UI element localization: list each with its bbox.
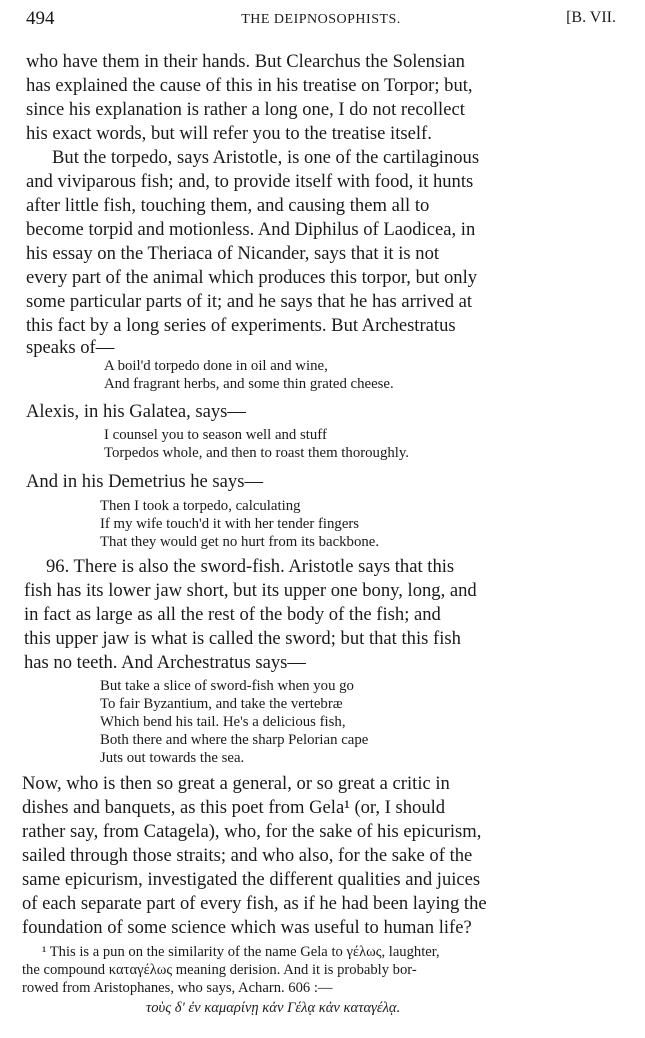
verse-line: That they would get no hurt from its backbone.	[100, 534, 380, 550]
text-line: after little fish, touching them, and causing them all to	[26, 195, 430, 216]
verse-line: But take a slice of sword-fish when you go	[100, 678, 354, 694]
book-reference: [B. VII.	[566, 9, 616, 26]
text-line: dishes and banquets, as this poet from Gela¹ (or, I should	[22, 797, 446, 818]
running-title: THE DEIPNOSOPHISTS.	[241, 12, 401, 27]
text-line: has no teeth. And Archestratus says—	[24, 652, 306, 673]
footnote-line: ¹ This is a pun on the similarity of the name Gela to γέλως, laughter,	[42, 944, 440, 960]
verse-line: Which bend his tail. He's a delicious fish,	[100, 714, 346, 730]
text-line: But the torpedo, says Aristotle, is one of the cartilaginous	[52, 147, 480, 168]
text-line: some particular parts of it; and he says that he has arrived at	[26, 291, 473, 312]
verse-line: A boil'd torpedo done in oil and wine,	[104, 358, 328, 374]
text-line: his essay on the Theriaca of Nicander, says that it is not	[26, 243, 440, 264]
footnote-line: rowed from Aristophanes, who says, Acharn. 606 :—	[22, 980, 333, 996]
text-line: this fact by a long series of experiments. But Archestratus	[26, 315, 456, 336]
running-header	[26, 6, 616, 32]
text-line: fish has its lower jaw short, but its upper one bony, long, and	[24, 580, 477, 601]
text-line: Now, who is then so great a general, or so great a critic in	[22, 773, 450, 794]
text-line: 96. There is also the sword-fish. Aristotle says that this	[46, 556, 455, 577]
text-line: who have them in their hands. But Clearchus the Solensian	[26, 51, 465, 72]
text-line: has explained the cause of this in his treatise on Torpor; but,	[26, 75, 473, 96]
verse-line: Both there and where the sharp Pelorian cape	[100, 732, 369, 748]
text-line: this upper jaw is what is called the sword; but that this fish	[24, 628, 461, 649]
verse-line: And fragrant herbs, and some thin grated cheese.	[104, 376, 394, 392]
text-line: Alexis, in his Galatea, says—	[26, 401, 246, 422]
verse-line: Juts out towards the sea.	[100, 750, 245, 766]
page-number: 494	[26, 8, 55, 29]
text-line: rather say, from Catagela), who, for the sake of his epicurism,	[22, 821, 482, 842]
text-line: and viviparous fish; and, to provide itself with food, it hunts	[26, 171, 474, 192]
verse-line: Torpedos whole, and then to roast them thoroughly.	[104, 445, 409, 461]
text-line: in fact as large as all the rest of the body of the fish; and	[24, 604, 441, 625]
text-line: since his explanation is rather a long one, I do not recollect	[26, 99, 465, 120]
verse-line: To fair Byzantium, and take the vertebræ	[100, 696, 343, 712]
text-line: And in his Demetrius he says—	[26, 471, 264, 492]
text-line: of each separate part of every fish, as if he had been laying the	[22, 893, 487, 914]
text-line: speaks of—	[26, 337, 115, 358]
verse-line: If my wife touch'd it with her tender fingers	[100, 516, 360, 532]
text-line: become torpid and motionless. And Diphilus of Laodicea, in	[26, 219, 476, 240]
footnote-line: the compound καταγέλως meaning derision. And it is probably bor-	[22, 962, 417, 978]
text-line: his exact words, but will refer you to the treatise itself.	[26, 123, 432, 144]
verse-line: I counsel you to season well and stuff	[104, 427, 327, 443]
text-line: foundation of some science which was useful to human life?	[22, 917, 472, 938]
text-line: every part of the animal which produces this torpor, but only	[26, 267, 478, 288]
text-line: sailed through those straits; and who also, for the sake of the	[22, 845, 473, 866]
footnote-greek-quote: τοὺς δ' ἐν καμαρίνῃ κἀν Γέλᾳ κἀν καταγέλᾳ.	[146, 1000, 401, 1016]
text-line: same epicurism, investigated the different qualities and juices	[22, 869, 481, 890]
verse-line: Then I took a torpedo, calculating	[100, 498, 301, 514]
